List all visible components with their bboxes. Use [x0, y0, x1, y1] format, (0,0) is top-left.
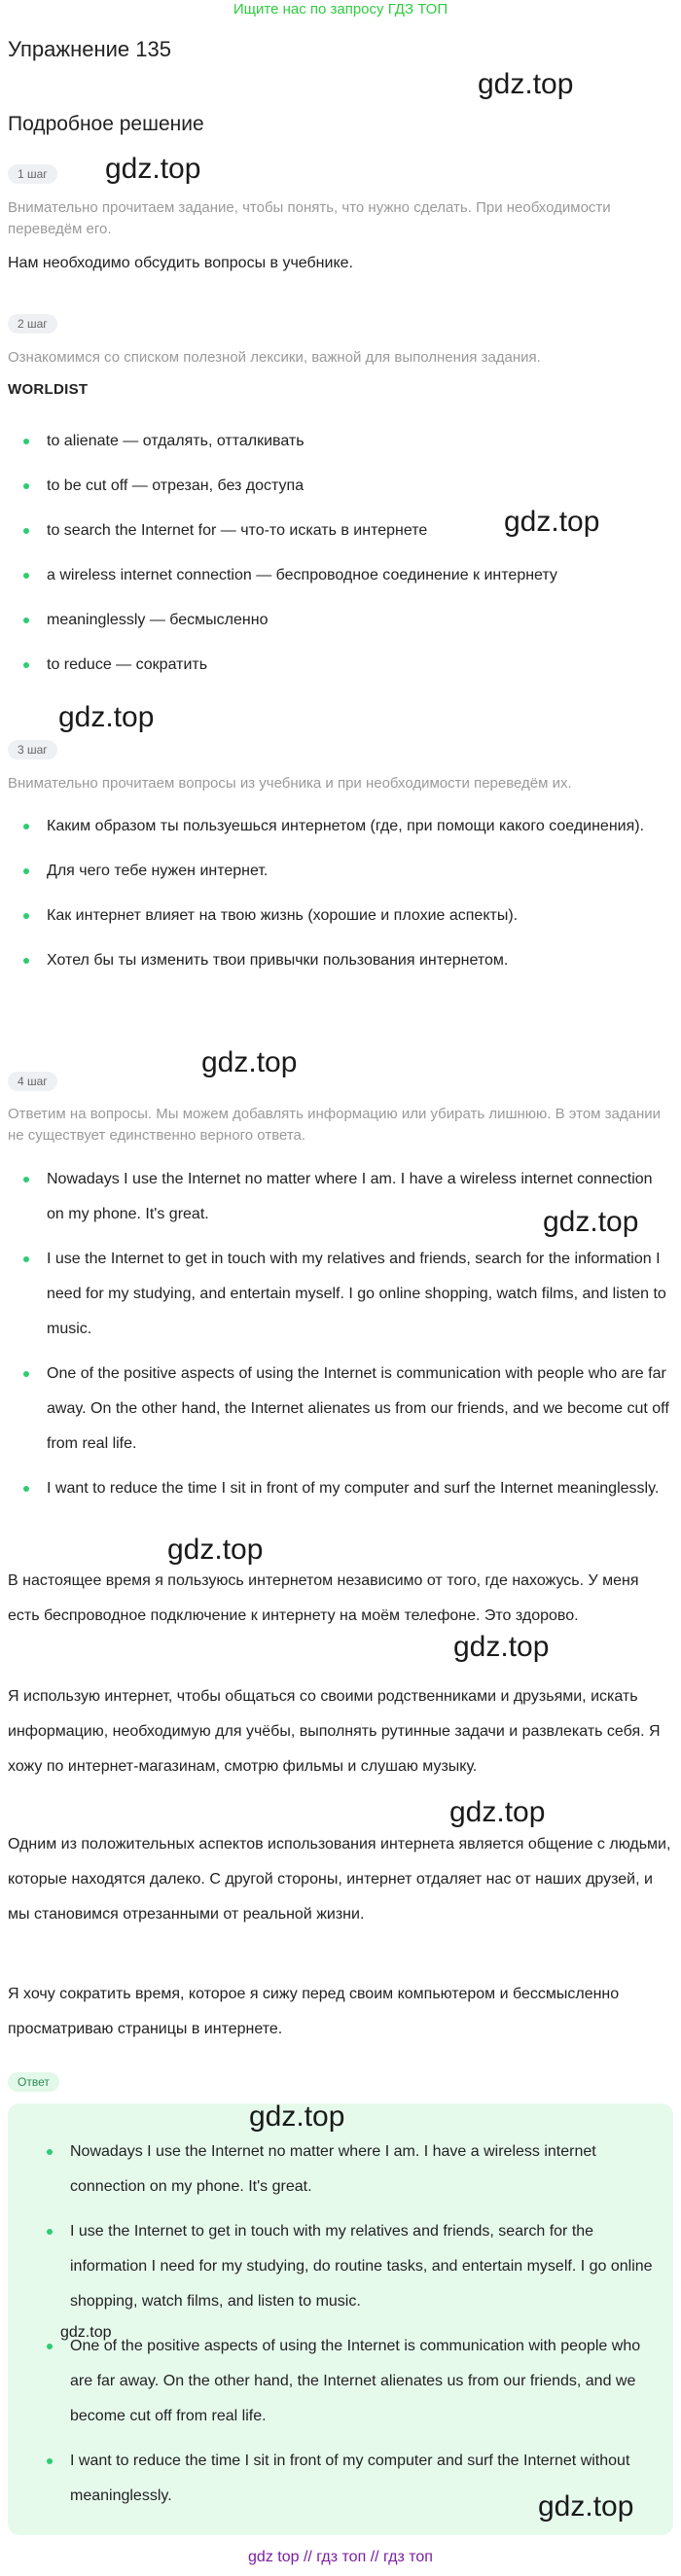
list-item: One of the positive aspects of using the Internet is communication with people who are far away. On the other hand, the Internet alienates us from our friends, and we become cut off from real life. [31, 2329, 663, 2434]
questions-list [8, 809, 673, 988]
step-badge: 2 шаг [8, 314, 57, 334]
watermark: gdz.top [167, 1534, 264, 1566]
step-badge: 1 шаг [8, 164, 57, 184]
list-item: meaninglessly — бесмысленно [8, 603, 673, 638]
translation-paragraph: В настоящее время я пользуюсь интернетом независимо от того, где нахожусь. У меня есть беспроводное подключение к интернету на моём телефоне. Это здорово. [8, 1572, 639, 1624]
list-item: I want to reduce the time I sit in front of my computer and surf the Internet without meaninglessly. [31, 2444, 663, 2514]
answer-list [31, 2135, 663, 2514]
step-note: Внимательно прочитаем вопросы из учебника и при необходимости переведём их. [8, 775, 572, 792]
step-badge: 4 шаг [8, 1072, 57, 1091]
list-item: Каким образом ты пользуешься интернетом (где, при помощи какого соединения). [8, 809, 673, 844]
list-item: to search the Internet for — что-то искать в интернете [8, 513, 673, 548]
list-item: Хотел бы ты изменить твои привычки пользования интернетом. [8, 943, 673, 978]
list-item: to alienate — отдалять, отталкивать [8, 424, 673, 459]
watermark: gdz.top [478, 68, 574, 100]
watermark: gdz.top [504, 506, 600, 538]
list-item: Для чего тебе нужен интернет. [8, 854, 673, 889]
step-text: Нам необходимо обсудить вопросы в учебнике. [8, 255, 353, 271]
page-title: Упражнение 135 [8, 37, 171, 61]
watermark: gdz.top [543, 1206, 639, 1238]
watermark: gdz.top [453, 1631, 550, 1663]
watermark: gdz.top [201, 1046, 298, 1078]
wordlist [8, 424, 673, 692]
section-title: Подробное решение [8, 113, 204, 135]
translation-paragraph: Одним из положительных аспектов использования интернета является общение с людьми, которые находятся далеко. С другой стороны, интернет отдаляет нас от наших друзей, и мы становимся отрезанными от реальной жизни. [8, 1836, 671, 1923]
list-item: Nowadays I use the Internet no matter where I am. I have a wireless internet connection on my phone. It's great. [8, 1162, 673, 1232]
list-item: to be cut off — отрезан, без доступа [8, 469, 673, 504]
step-note: Внимательно прочитаем задание, чтобы понять, что нужно сделать. При необходимости переведём его. [8, 199, 611, 237]
list-item: Nowadays I use the Internet no matter where I am. I have a wireless internet connection on my phone. It's great. [31, 2135, 663, 2205]
list-item: Как интернет влияет на твою жизнь (хорошие и плохие аспекты). [8, 899, 673, 934]
list-item: to reduce — сократить [8, 648, 673, 683]
watermark: gdz.top [449, 1796, 546, 1828]
list-item: I want to reduce the time I sit in front of my computer and surf the Internet meaninglessly. [8, 1471, 673, 1506]
watermark: gdz.top [105, 153, 201, 185]
step-note: Ответим на вопросы. Мы можем добавлять информацию или убирать лишнюю. В этом задании не существует единственно верного ответа. [8, 1106, 662, 1144]
wordlist-heading: WORLDIST [8, 381, 89, 398]
footer-links[interactable]: gdz top // гдз топ // гдз топ [248, 2549, 433, 2565]
step-badge: 3 шаг [8, 740, 57, 759]
list-item: a wireless internet connection — беспроводное соединение к интернету [8, 558, 673, 593]
search-banner[interactable]: Ищите нас по запросу ГДЗ ТОП [233, 1, 448, 18]
watermark: gdz.top [58, 701, 155, 733]
answer-badge: Ответ [8, 2072, 59, 2092]
watermark: gdz.top [538, 2490, 634, 2523]
watermark: gdz.top [60, 2324, 112, 2341]
watermark: gdz.top [249, 2100, 345, 2133]
list-item: I use the Internet to get in touch with my relatives and friends, search for the information I need for my studying, and entertain myself. I go online shopping, watch films, and listen to music. [8, 1242, 673, 1347]
list-item: One of the positive aspects of using the Internet is communication with people who are far away. On the other hand, the Internet alienates us from our friends, and we become cut off from real life. [8, 1357, 673, 1462]
translation-paragraph: Я использую интернет, чтобы общаться со своими родственниками и друзьями, искать информацию, необходимую для учёбы, выполнять рутинные задачи и развлекать себя. Я хожу по интернет-магазинам, смотрю фильмы и слушаю музыку. [8, 1688, 661, 1775]
list-item: I use the Internet to get in touch with my relatives and friends, search for the information I need for my studying, do routine tasks, and entertain myself. I go online shopping, watch films, and listen to music. [31, 2214, 663, 2319]
step-note: Ознакомимся со списком полезной лексики, важной для выполнения задания. [8, 349, 541, 366]
translation-paragraph: Я хочу сократить время, которое я сижу перед своим компьютером и бессмысленно просматриваю страницы в интернете. [8, 1986, 620, 2037]
